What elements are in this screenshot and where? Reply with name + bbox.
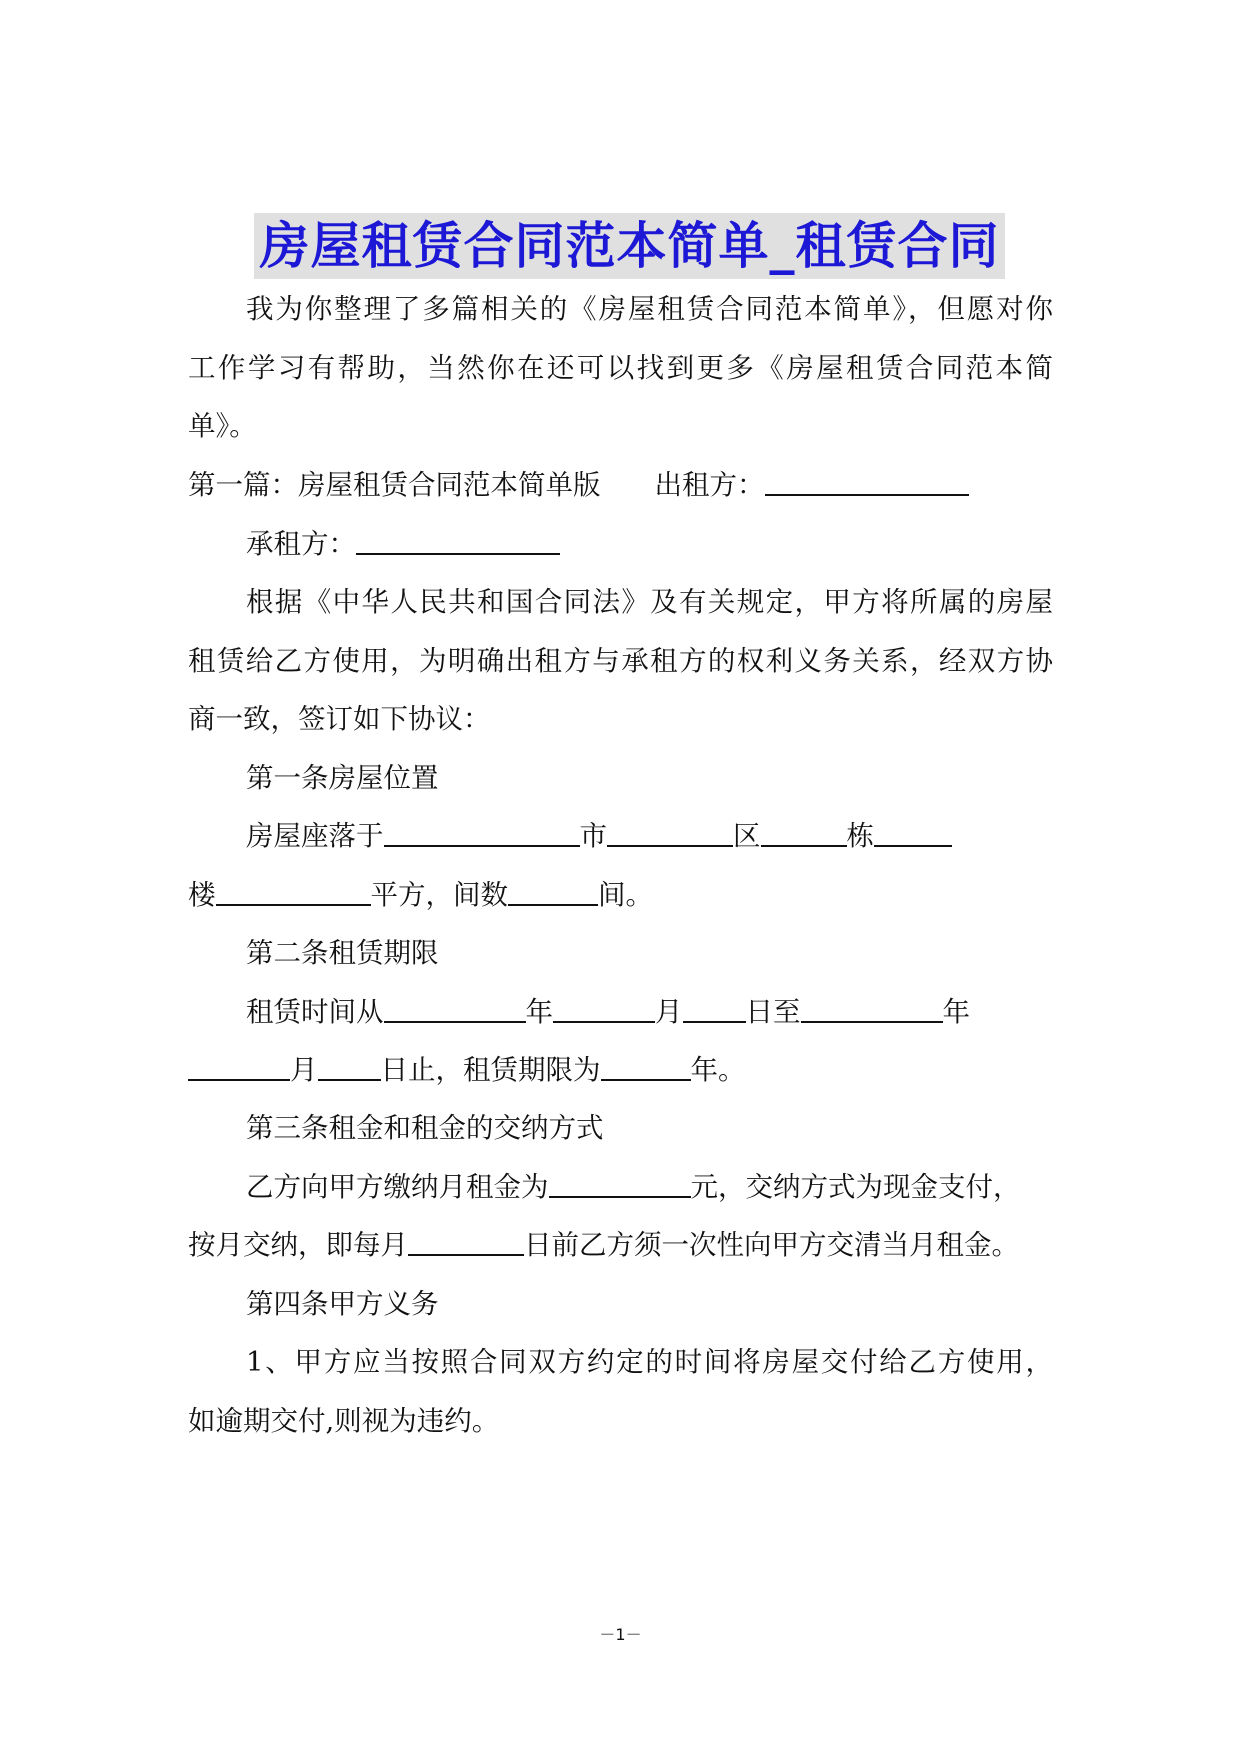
blank-floor[interactable]	[216, 874, 371, 906]
lessee-line	[246, 522, 1053, 566]
label-day-to: 日至	[745, 996, 801, 1028]
label-rooms-end: 间。	[598, 879, 653, 911]
article3-heading: 第三条租金和租金的交纳方式	[246, 1112, 604, 1144]
lessee-label: 承租方：	[246, 528, 356, 560]
article2-line-1	[246, 990, 1053, 1034]
preamble-line-3: 商一致，签订如下协议：	[188, 703, 491, 735]
label-years-end: 年。	[690, 1054, 746, 1086]
article2-heading: 第二条租赁期限	[246, 937, 439, 969]
lessee-blank[interactable]	[356, 523, 560, 555]
preamble-line-1: 根据《中华人民共和国合同法》及有关规定，甲方将所属的房屋	[246, 586, 1053, 618]
article1-line-1	[246, 814, 1053, 858]
label-lease-from: 租赁时间从	[246, 996, 384, 1028]
blank-end-year[interactable]	[801, 991, 943, 1023]
label-monthly-rent: 乙方向甲方缴纳月租金为	[246, 1171, 549, 1203]
article2-line-2	[188, 1048, 1053, 1092]
blank-building[interactable]	[874, 815, 952, 847]
label-end-term: 日止，租赁期限为	[380, 1054, 601, 1086]
blank-start-day[interactable]	[683, 991, 746, 1023]
label-district: 区	[733, 820, 761, 852]
document-title: 房屋租赁合同范本简单_租赁合同	[259, 217, 1000, 275]
label-pay-before: 日前乙方须一次性向甲方交清当月租金。	[524, 1229, 1019, 1261]
label-year-2: 年	[942, 996, 970, 1028]
label-month-2: 月	[290, 1054, 318, 1086]
label-pay-monthly: 按月交纳，即每月	[188, 1229, 408, 1261]
blank-rent-amount[interactable]	[549, 1166, 691, 1198]
article3-line-1	[246, 1165, 1053, 1209]
blank-term-years[interactable]	[601, 1049, 691, 1081]
blank-pay-day[interactable]	[408, 1224, 524, 1256]
lessor-label: 出租方：	[654, 469, 765, 501]
article4-item1-line-1: 1、甲方应当按照合同双方约定的时间将房屋交付给乙方使用，	[246, 1346, 1053, 1378]
label-area-rooms: 平方，间数	[370, 879, 508, 911]
blank-end-month[interactable]	[188, 1049, 290, 1081]
intro-line-3: 单》。	[188, 410, 257, 442]
label-payment-method: 元，交纳方式为现金支付，	[690, 1171, 1021, 1203]
label-city: 市	[579, 820, 607, 852]
label-building: 栋	[846, 820, 874, 852]
page-number: －1－	[599, 1625, 642, 1644]
preamble-line-2: 租赁给乙方使用，为明确出租方与承租方的权利义务关系，经双方协	[188, 645, 1053, 677]
article1-line-2	[188, 873, 1053, 917]
intro-line-2: 工作学习有帮助，当然你在还可以找到更多《房屋租赁合同范本简	[188, 352, 1053, 384]
label-month: 月	[655, 996, 683, 1028]
label-located-at: 房屋座落于	[246, 820, 384, 852]
label-floor: 楼	[188, 879, 216, 911]
blank-district[interactable]	[761, 815, 847, 847]
blank-start-month[interactable]	[553, 991, 655, 1023]
blank-address[interactable]	[384, 815, 580, 847]
intro-line-1: 我为你整理了多篇相关的《房屋租赁合同范本简单》，但愿对你	[246, 293, 1053, 325]
blank-rooms[interactable]	[508, 874, 598, 906]
lessor-blank[interactable]	[765, 464, 969, 496]
article3-line-2	[188, 1223, 1053, 1267]
blank-city[interactable]	[607, 815, 733, 847]
part1-heading: 第一篇：房屋租赁合同范本简单版	[188, 469, 601, 501]
article1-heading: 第一条房屋位置	[246, 762, 439, 794]
label-year: 年	[525, 996, 553, 1028]
blank-end-day[interactable]	[318, 1049, 381, 1081]
article4-heading: 第四条甲方义务	[246, 1288, 439, 1320]
article4-item1-line-2: 如逾期交付,则视为违约。	[188, 1405, 500, 1437]
blank-start-year[interactable]	[384, 991, 526, 1023]
part1-line	[188, 463, 1053, 507]
